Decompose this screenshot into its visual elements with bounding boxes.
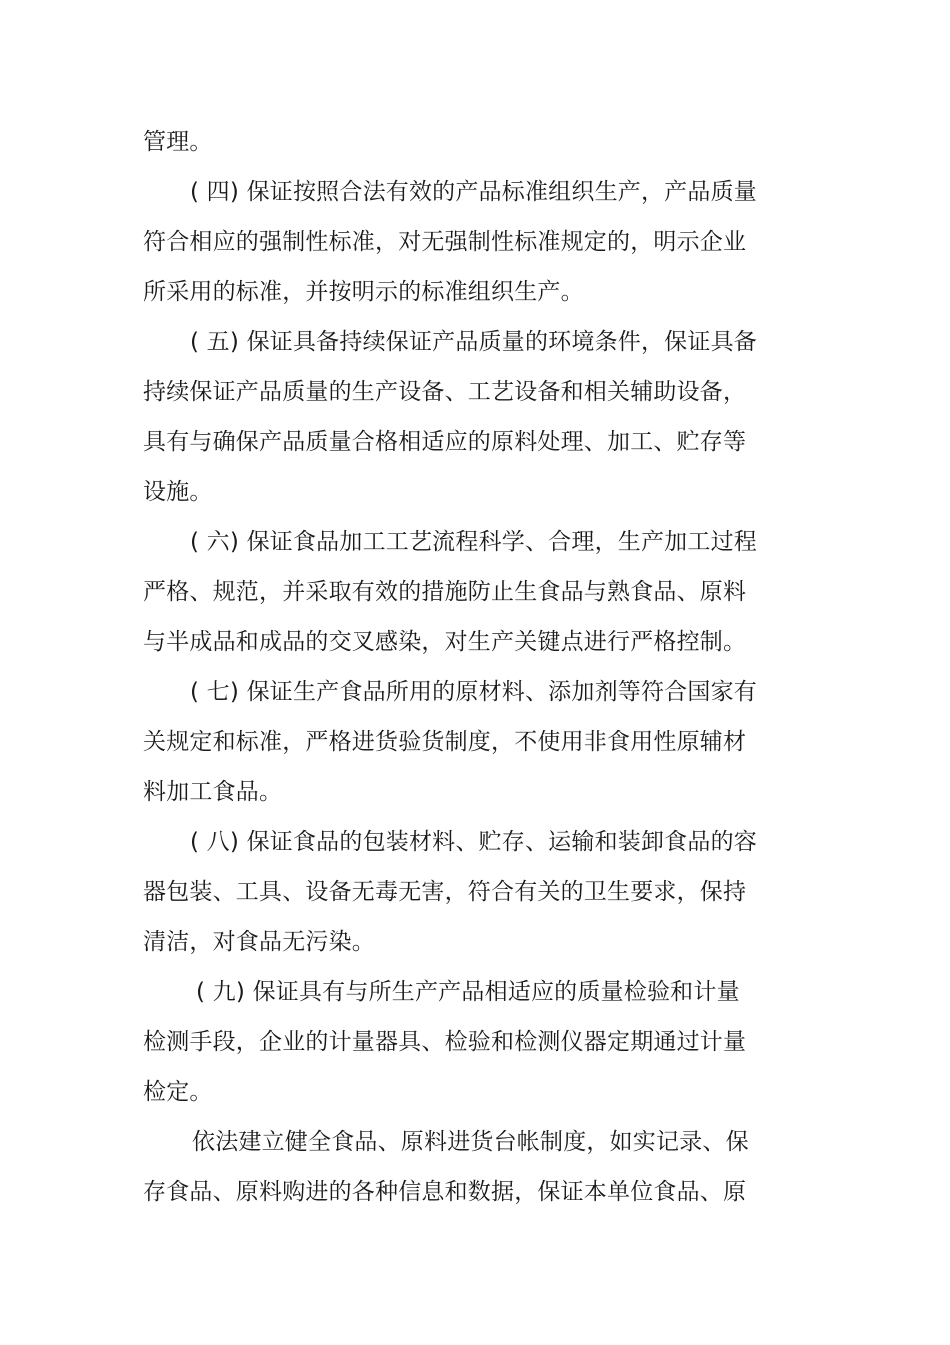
text-line: 料加工食品。: [143, 779, 283, 805]
text-line: ( 六) 保证食品加工工艺流程科学、合理，生产加工过程: [190, 529, 757, 555]
text-line: 设施。: [143, 479, 213, 505]
text-line: 严格、规范，并采取有效的措施防止生食品与熟食品、原料: [143, 579, 747, 605]
text-line: 符合相应的强制性标准，对无强制性标准规定的，明示企业: [143, 229, 747, 255]
text-line: 检测手段，企业的计量器具、检验和检测仪器定期通过计量: [143, 1029, 747, 1055]
text-line: ( 七) 保证生产食品所用的原材料、添加剂等符合国家有: [190, 679, 757, 705]
text-line: 依法建立健全食品、原料进货台帐制度，如实记录、保: [192, 1129, 749, 1155]
text-line: 所采用的标准，并按明示的标准组织生产。: [143, 279, 584, 305]
text-line: 存食品、原料购进的各种信息和数据，保证本单位食品、原: [143, 1179, 747, 1205]
text-line: ( 八) 保证食品的包装材料、贮存、运输和装卸食品的容: [190, 829, 757, 855]
text-line: ( 九) 保证具有与所生产产品相适应的质量检验和计量: [196, 979, 740, 1005]
text-line: 管理。: [143, 129, 213, 155]
text-line: ( 五) 保证具备持续保证产品质量的环境条件，保证具备: [190, 329, 757, 355]
text-line: 持续保证产品质量的生产设备、工艺设备和相关辅助设备，: [143, 379, 747, 405]
text-line: 清洁，对食品无污染。: [143, 929, 375, 955]
text-line: ( 四) 保证按照合法有效的产品标准组织生产，产品质量: [190, 179, 757, 205]
text-line: 关规定和标准，严格进货验货制度，不使用非食用性原辅材: [143, 729, 747, 755]
text-line: 检定。: [143, 1079, 213, 1105]
text-line: 器包装、工具、设备无毒无害，符合有关的卫生要求，保持: [143, 879, 747, 905]
text-line: 具有与确保产品质量合格相适应的原料处理、加工、贮存等: [143, 429, 747, 455]
text-line: 与半成品和成品的交叉感染，对生产关键点进行严格控制。: [143, 629, 747, 655]
